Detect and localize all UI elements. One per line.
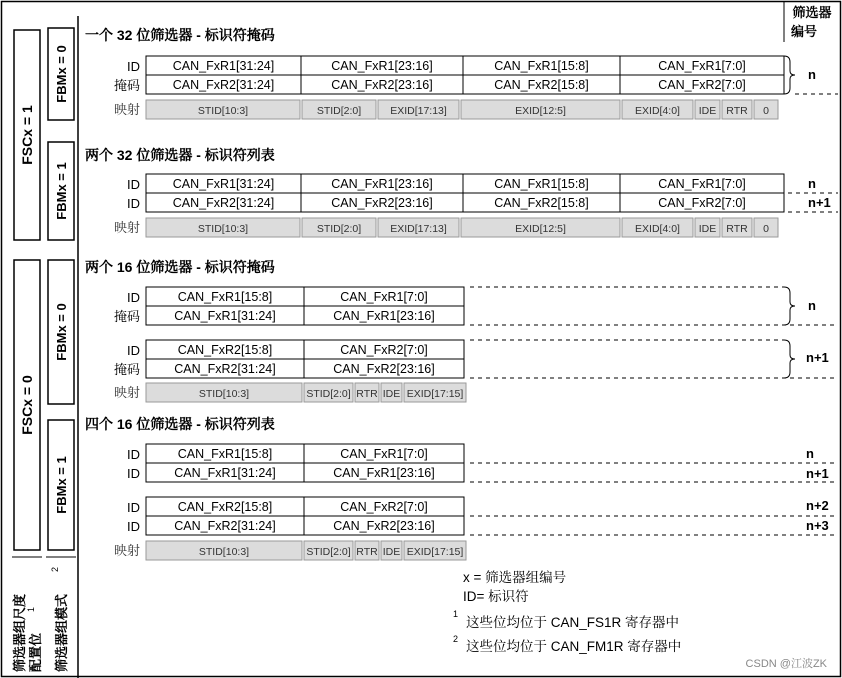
section-2-group-1-cell-text-r1-c0: CAN_FxR2[31:24] [174,362,276,376]
fbmx0-mid-label: FBMx = 0 [54,303,69,361]
section-2-group-0-cell-text-r0-c1: CAN_FxR1[7:0] [340,290,428,304]
section-3-mapping-label: 映射 [113,543,140,558]
section-0-mapping-text-3: EXID[12:5] [515,105,566,117]
section-2-mapping-text-4: EXID[17:15] [406,388,464,400]
section-1-cell-text-r1-c2: CAN_FxR2[15:8] [494,196,589,210]
section-0-cell-text-r0-c1: CAN_FxR1[23:16] [331,59,433,73]
scale-config-label: 筛选器组尺度 [12,593,27,672]
section-1-mapping-text-3: EXID[12:5] [515,223,566,235]
section-3-group-0-cell-text-r1-c0: CAN_FxR1[31:24] [174,466,276,480]
section-0-mapping-text-1: STID[2:0] [316,105,362,117]
section-2-group-1-cell-text-r0-c0: CAN_FxR2[15:8] [177,343,273,357]
section-0-number-n: n [808,67,816,82]
section-1-mapping-text-2: EXID[17:13] [390,223,447,235]
section-2-brace-1 [784,340,795,378]
section-0-cell-text-r1-c0: CAN_FxR2[31:24] [172,78,275,92]
section-1-mapping-text-7: 0 [763,223,769,235]
watermark: CSDN @江波ZK [745,658,827,670]
section-1-number-n1: n+1 [808,195,831,210]
section-2-group-1-row-label-0: ID [127,343,140,358]
section-0-cell-text-r1-c3: CAN_FxR2[7:0] [658,78,746,92]
section-2-group-0-cell-text-r1-c0: CAN_FxR1[31:24] [174,309,276,323]
section-3-group-0-cell-text-r0-c0: CAN_FxR1[15:8] [177,447,273,461]
section-2-number-n1: n+1 [806,350,829,365]
section-2-title: 两个 16 位筛选器 - 标识符掩码 [85,259,275,275]
section-0-mapping-text-2: EXID[17:13] [390,105,447,117]
section-2-brace-0 [784,287,795,325]
section-0-title: 一个 32 位筛选器 - 标识符掩码 [85,27,275,43]
section-3-group-0-cell-text-r0-c1: CAN_FxR1[7:0] [340,447,428,461]
section-1-mapping-text-6: RTR [726,223,748,235]
section-3-number-n1: n+1 [806,466,829,481]
section-0-cell-text-r1-c2: CAN_FxR2[15:8] [494,78,589,92]
section-3-number-n3: n+3 [806,518,829,533]
scale-config-superscript: 1 [26,606,36,612]
filter-number-header: 筛选器 [792,5,832,20]
section-2-group-1-cell-text-r0-c1: CAN_FxR2[7:0] [340,343,428,357]
section-0-mapping-label: 映射 [113,102,140,117]
section-2-mapping-text-3: IDE [382,388,401,400]
section-1-cell-text-r0-c1: CAN_FxR1[23:16] [331,177,433,191]
legend-note1-superscript: 1 [453,609,459,619]
legend-note2: 这些位均位于 CAN_FM1R 寄存器中 [466,639,682,654]
section-3-mapping-text-3: IDE [382,546,401,558]
section-3-group-0-row-label-0: ID [127,447,140,462]
scale-config-label-2: 配置位 [28,632,43,672]
section-0-mapping-text-7: 0 [763,105,769,117]
section-1-mapping-text-5: IDE [698,223,717,235]
legend-note2-superscript: 2 [453,634,459,644]
section-0-row-label-1: 掩码 [113,78,140,93]
fbmx1-top-label: FBMx = 1 [54,162,69,220]
section-1-cell-text-r1-c0: CAN_FxR2[31:24] [172,196,275,210]
section-2-mapping-text-1: STID[2:0] [306,388,351,400]
section-3-mapping-text-0: STID[10:3] [198,546,250,558]
section-1-mapping-text-1: STID[2:0] [316,223,362,235]
fbmx1-bot-label: FBMx = 1 [54,456,69,514]
section-0-mapping-text-4: EXID[4:0] [635,105,680,117]
section-1-cell-text-r0-c2: CAN_FxR1[15:8] [494,177,589,191]
section-2-group-0-cell-text-r1-c1: CAN_FxR1[23:16] [333,309,435,323]
section-3-group-1-cell-text-r0-c1: CAN_FxR2[7:0] [340,500,428,514]
section-3-group-1-cell-text-r0-c0: CAN_FxR2[15:8] [177,500,273,514]
legend-note1: 这些位均位于 CAN_FS1R 寄存器中 [466,615,680,630]
legend-x-definition: x = 筛选器组编号 [463,570,567,585]
section-2-mapping-text-2: RTR [356,388,378,400]
section-2-group-0-row-label-1: 掩码 [113,309,140,324]
section-0-row-label-0: ID [127,59,140,74]
section-3-group-0-row-label-1: ID [127,466,140,481]
mode-label: 筛选器组模式 [54,593,69,672]
section-1-mapping-text-4: EXID[4:0] [635,223,680,235]
section-1-cell-text-r0-c0: CAN_FxR1[31:24] [172,177,275,191]
filter-number-header-2: 编号 [790,24,818,39]
section-1-cell-text-r1-c1: CAN_FxR2[23:16] [331,196,433,210]
section-0-cell-text-r0-c0: CAN_FxR1[31:24] [172,59,275,73]
section-3-mapping-text-2: RTR [356,546,378,558]
section-3-mapping-text-1: STID[2:0] [306,546,351,558]
section-2-mapping-text-0: STID[10:3] [198,388,250,400]
section-1-mapping-text-0: STID[10:3] [197,223,249,235]
section-2-group-1-row-label-1: 掩码 [113,362,140,377]
section-0-cell-text-r1-c1: CAN_FxR2[23:16] [331,78,433,92]
section-0-cell-text-r0-c3: CAN_FxR1[7:0] [658,59,746,73]
fscx0-label: FSCx = 0 [19,375,35,435]
section-3-title: 四个 16 位筛选器 - 标识符列表 [85,416,275,432]
section-2-number-n: n [808,298,816,313]
section-2-mapping-label: 映射 [113,385,140,400]
section-1-row-label-1: ID [127,196,140,211]
section-3-mapping-text-4: EXID[17:15] [406,546,464,558]
section-0-mapping-text-0: STID[10:3] [197,105,249,117]
mode-superscript: 2 [50,566,60,572]
section-3-group-1-cell-text-r1-c0: CAN_FxR2[31:24] [174,519,276,533]
section-1-cell-text-r0-c3: CAN_FxR1[7:0] [658,177,746,191]
section-3-number-n: n [806,446,814,461]
fbmx0-top-label: FBMx = 0 [54,45,69,103]
section-1-title: 两个 32 位筛选器 - 标识符列表 [85,147,275,163]
section-2-group-1-cell-text-r1-c1: CAN_FxR2[23:16] [333,362,435,376]
section-3-group-0-cell-text-r1-c1: CAN_FxR1[23:16] [333,466,435,480]
section-2-group-0-row-label-0: ID [127,290,140,305]
section-3-group-1-cell-text-r1-c1: CAN_FxR2[23:16] [333,519,435,533]
section-3-group-1-row-label-1: ID [127,519,140,534]
section-0-cell-text-r0-c2: CAN_FxR1[15:8] [494,59,589,73]
section-1-number-n: n [808,176,816,191]
section-1-mapping-label: 映射 [113,220,140,235]
section-0-mapping-text-5: IDE [698,105,717,117]
section-1-row-label-0: ID [127,177,140,192]
section-0-mapping-text-6: RTR [726,105,748,117]
section-1-cell-text-r1-c3: CAN_FxR2[7:0] [658,196,746,210]
section-3-group-1-row-label-0: ID [127,500,140,515]
section-2-group-0-cell-text-r0-c0: CAN_FxR1[15:8] [177,290,273,304]
section-3-number-n2: n+2 [806,498,829,513]
section-0-brace [784,56,795,94]
fscx1-label: FSCx = 1 [19,105,35,165]
legend-id-definition: ID= 标识符 [463,589,529,604]
